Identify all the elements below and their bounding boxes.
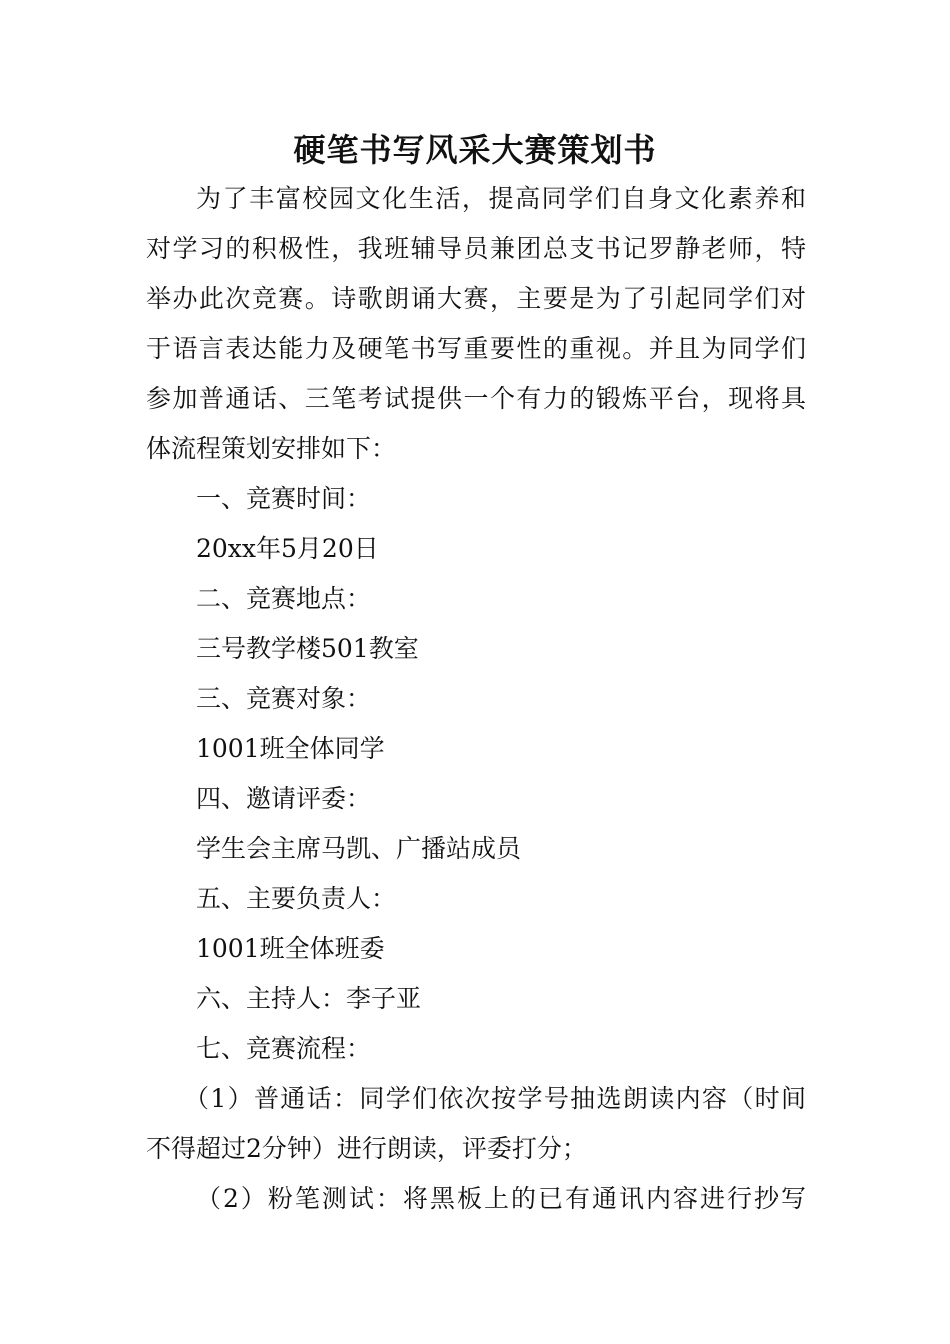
section-heading-judges: 四、邀请评委： (196, 784, 372, 813)
section-heading-location: 二、竞赛地点： (196, 584, 372, 613)
process-heading: 七、竞赛流程： (196, 1034, 372, 1063)
process-line-1: （1）普通话：同学们依次按学号抽选朗读内容（时间 (184, 1084, 806, 1113)
intro-line-2: 对学习的积极性，我班辅导员兼团总支书记罗静老师，特 (146, 234, 806, 263)
section-heading-organizers: 五、主要负责人： (196, 884, 397, 913)
intro-line-3: 举办此次竞赛。诗歌朗诵大赛，主要是为了引起同学们对 (146, 284, 806, 313)
section-content-judges: 学生会主席马凯、广播站成员 (196, 834, 522, 863)
document-body (146, 174, 806, 1224)
document-title: 硬笔书写风采大赛策划书 (293, 131, 657, 169)
process-line-2: 不得超过2分钟）进行朗读，评委打分； (146, 1134, 587, 1163)
host-line: 六、主持人：李子亚 (196, 984, 422, 1013)
section-content-location: 三号教学楼501教室 (196, 634, 419, 663)
intro-line-1: 为了丰富校园文化生活，提高同学们自身文化素养和 (196, 184, 806, 213)
section-heading-participants: 三、竞赛对象： (196, 684, 372, 713)
process-line-3: （2）粉笔测试：将黑板上的已有通讯内容进行抄写 (196, 1184, 806, 1213)
intro-line-6: 体流程策划安排如下： (146, 434, 397, 463)
section-heading-time: 一、竞赛时间： (196, 484, 372, 513)
intro-line-4: 于语言表达能力及硬笔书写重要性的重视。并且为同学们 (146, 334, 806, 363)
intro-line-5: 参加普通话、三笔考试提供一个有力的锻炼平台，现将具 (146, 384, 806, 413)
section-content-time: 20xx年5月20日 (196, 534, 379, 563)
section-content-participants: 1001班全体同学 (196, 734, 385, 763)
section-content-organizers: 1001班全体班委 (196, 934, 385, 963)
